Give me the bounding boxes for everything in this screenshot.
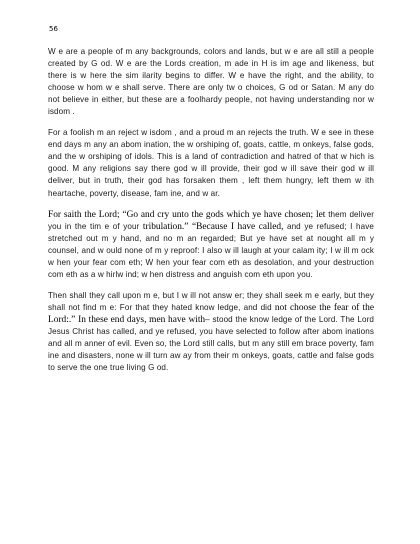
paragraph-2-text: For a foolish m an reject w isdom , and a proud m an rejects the truth. W e see in these end days m any an abom ination, the w orshiping of, goats, cattle, m onkeys, false gods, and the w orshiping of idols. This is a land of contradiction and hatred of that w hich is good. M any religions say there god w ill provide, their god w ill save their god w ill deliver, but in truth, their god has forsaken them , left them hungry, left them w ith heartache, poverty, disease, fam ine, and w ar.	[48, 128, 374, 198]
paragraph-3-sans-2: and ye refused; I have stretched out m y hand, and no m an regarded; But ye have set at nought all m y counsel, and w ould none of m y reproof: I also w ill laugh at your calam ity; I w ill m ock w hen your fear com eth; W hen your fear com eth as desolation, and your destruction com eth as a w hirlw ind; w hen distress and anguish com eth upon you.	[48, 221, 374, 279]
page-number: 56	[49, 25, 58, 33]
paragraph-3	[48, 209, 374, 281]
paragraph-4-sans-2: – stood the know ledge of the Lord. The Lord Jesus Christ has called, and ye refused, you have selected to follow after abom inations and all m anner of evil. Even so, the Lord still calls, but m any still em brace poverty, fam ine and disasters, none w ill turn aw ay from their m onkeys, goats, cattle and false gods to serve the one true living G od.	[48, 314, 374, 373]
paragraph-4-sans-1: Then shall they call upon m e, but I w ill not answ er; they shall seek m e early, but they shall not find m e: For that they hated know ledge, and did	[48, 290, 374, 312]
paragraph-3-serif-1: For saith the Lord; “Go and cry unto the gods which ye have chosen; let	[48, 209, 329, 220]
paragraph-2	[48, 127, 374, 199]
paragraph-3-sans-1: them deliver you in the tim e of your	[48, 209, 374, 231]
paragraph-1-text: W e are a people of m any backgrounds, colors and lands, but w e are all still a people created by G od. W e are the Lords creation, m ade in H is im age and likeness, but there is w here the sim ilarity begins to differ. W e have the right, and the ability, to choose w hom w e shall serve. There are only tw o choices, G od or Satan. M any do not believe in either, but these are a foolhardy people, not having understanding nor w isdom .	[48, 47, 374, 117]
body-text	[48, 46, 374, 383]
paragraph-4-serif-1: not choose the fear of the Lord:.” In these end days, men have with	[48, 302, 375, 325]
paragraph-1	[48, 46, 374, 118]
paragraph-4	[48, 290, 374, 374]
paragraph-3-serif-2: tribulation.” “Because I have called,	[142, 221, 287, 232]
